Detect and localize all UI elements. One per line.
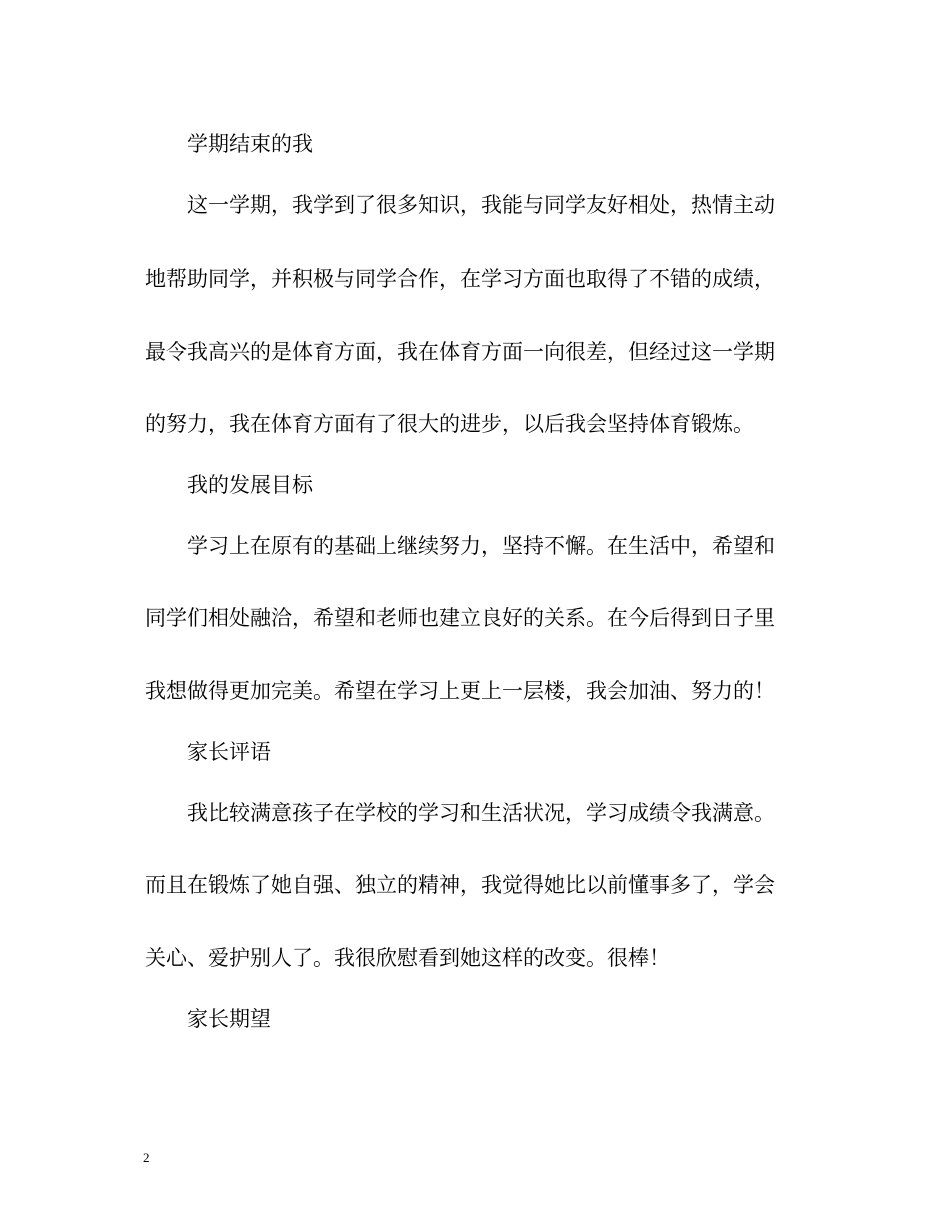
paragraph-line: 我比较满意孩子在学校的学习和生活状况，学习成绩令我满意。 bbox=[187, 801, 775, 825]
section-heading-parent-comments: 家长评语 bbox=[187, 740, 271, 764]
section-heading-parent-expectations: 家长期望 bbox=[187, 1007, 271, 1031]
paragraph-line: 学习上在原有的基础上继续努力，坚持不懈。在生活中，希望和 bbox=[187, 534, 775, 558]
page-number: 2 bbox=[143, 1150, 150, 1165]
section-heading-development-goals: 我的发展目标 bbox=[187, 473, 313, 497]
paragraph-line: 这一学期，我学到了很多知识，我能与同学友好相处，热情主动 bbox=[187, 193, 775, 217]
paragraph-line: 最令我高兴的是体育方面，我在体育方面一向很差，但经过这一学期 bbox=[145, 340, 775, 364]
paragraph-line: 同学们相处融洽，希望和老师也建立良好的关系。在今后得到日子里 bbox=[145, 606, 775, 630]
paragraph-line: 关心、爱护别人了。我很欣慰看到她这样的改变。很棒！ bbox=[145, 946, 670, 970]
paragraph-line: 地帮助同学，并积极与同学合作，在学习方面也取得了不错的成绩， bbox=[145, 267, 775, 291]
paragraph-line: 我想做得更加完美。希望在学习上更上一层楼，我会加油、努力的！ bbox=[145, 679, 775, 703]
section-heading-semester-end: 学期结束的我 bbox=[187, 132, 313, 156]
paragraph-line: 而且在锻炼了她自强、独立的精神，我觉得她比以前懂事多了，学会 bbox=[145, 873, 775, 897]
paragraph-line: 的努力，我在体育方面有了很大的进步，以后我会坚持体育锻炼。 bbox=[145, 412, 754, 436]
